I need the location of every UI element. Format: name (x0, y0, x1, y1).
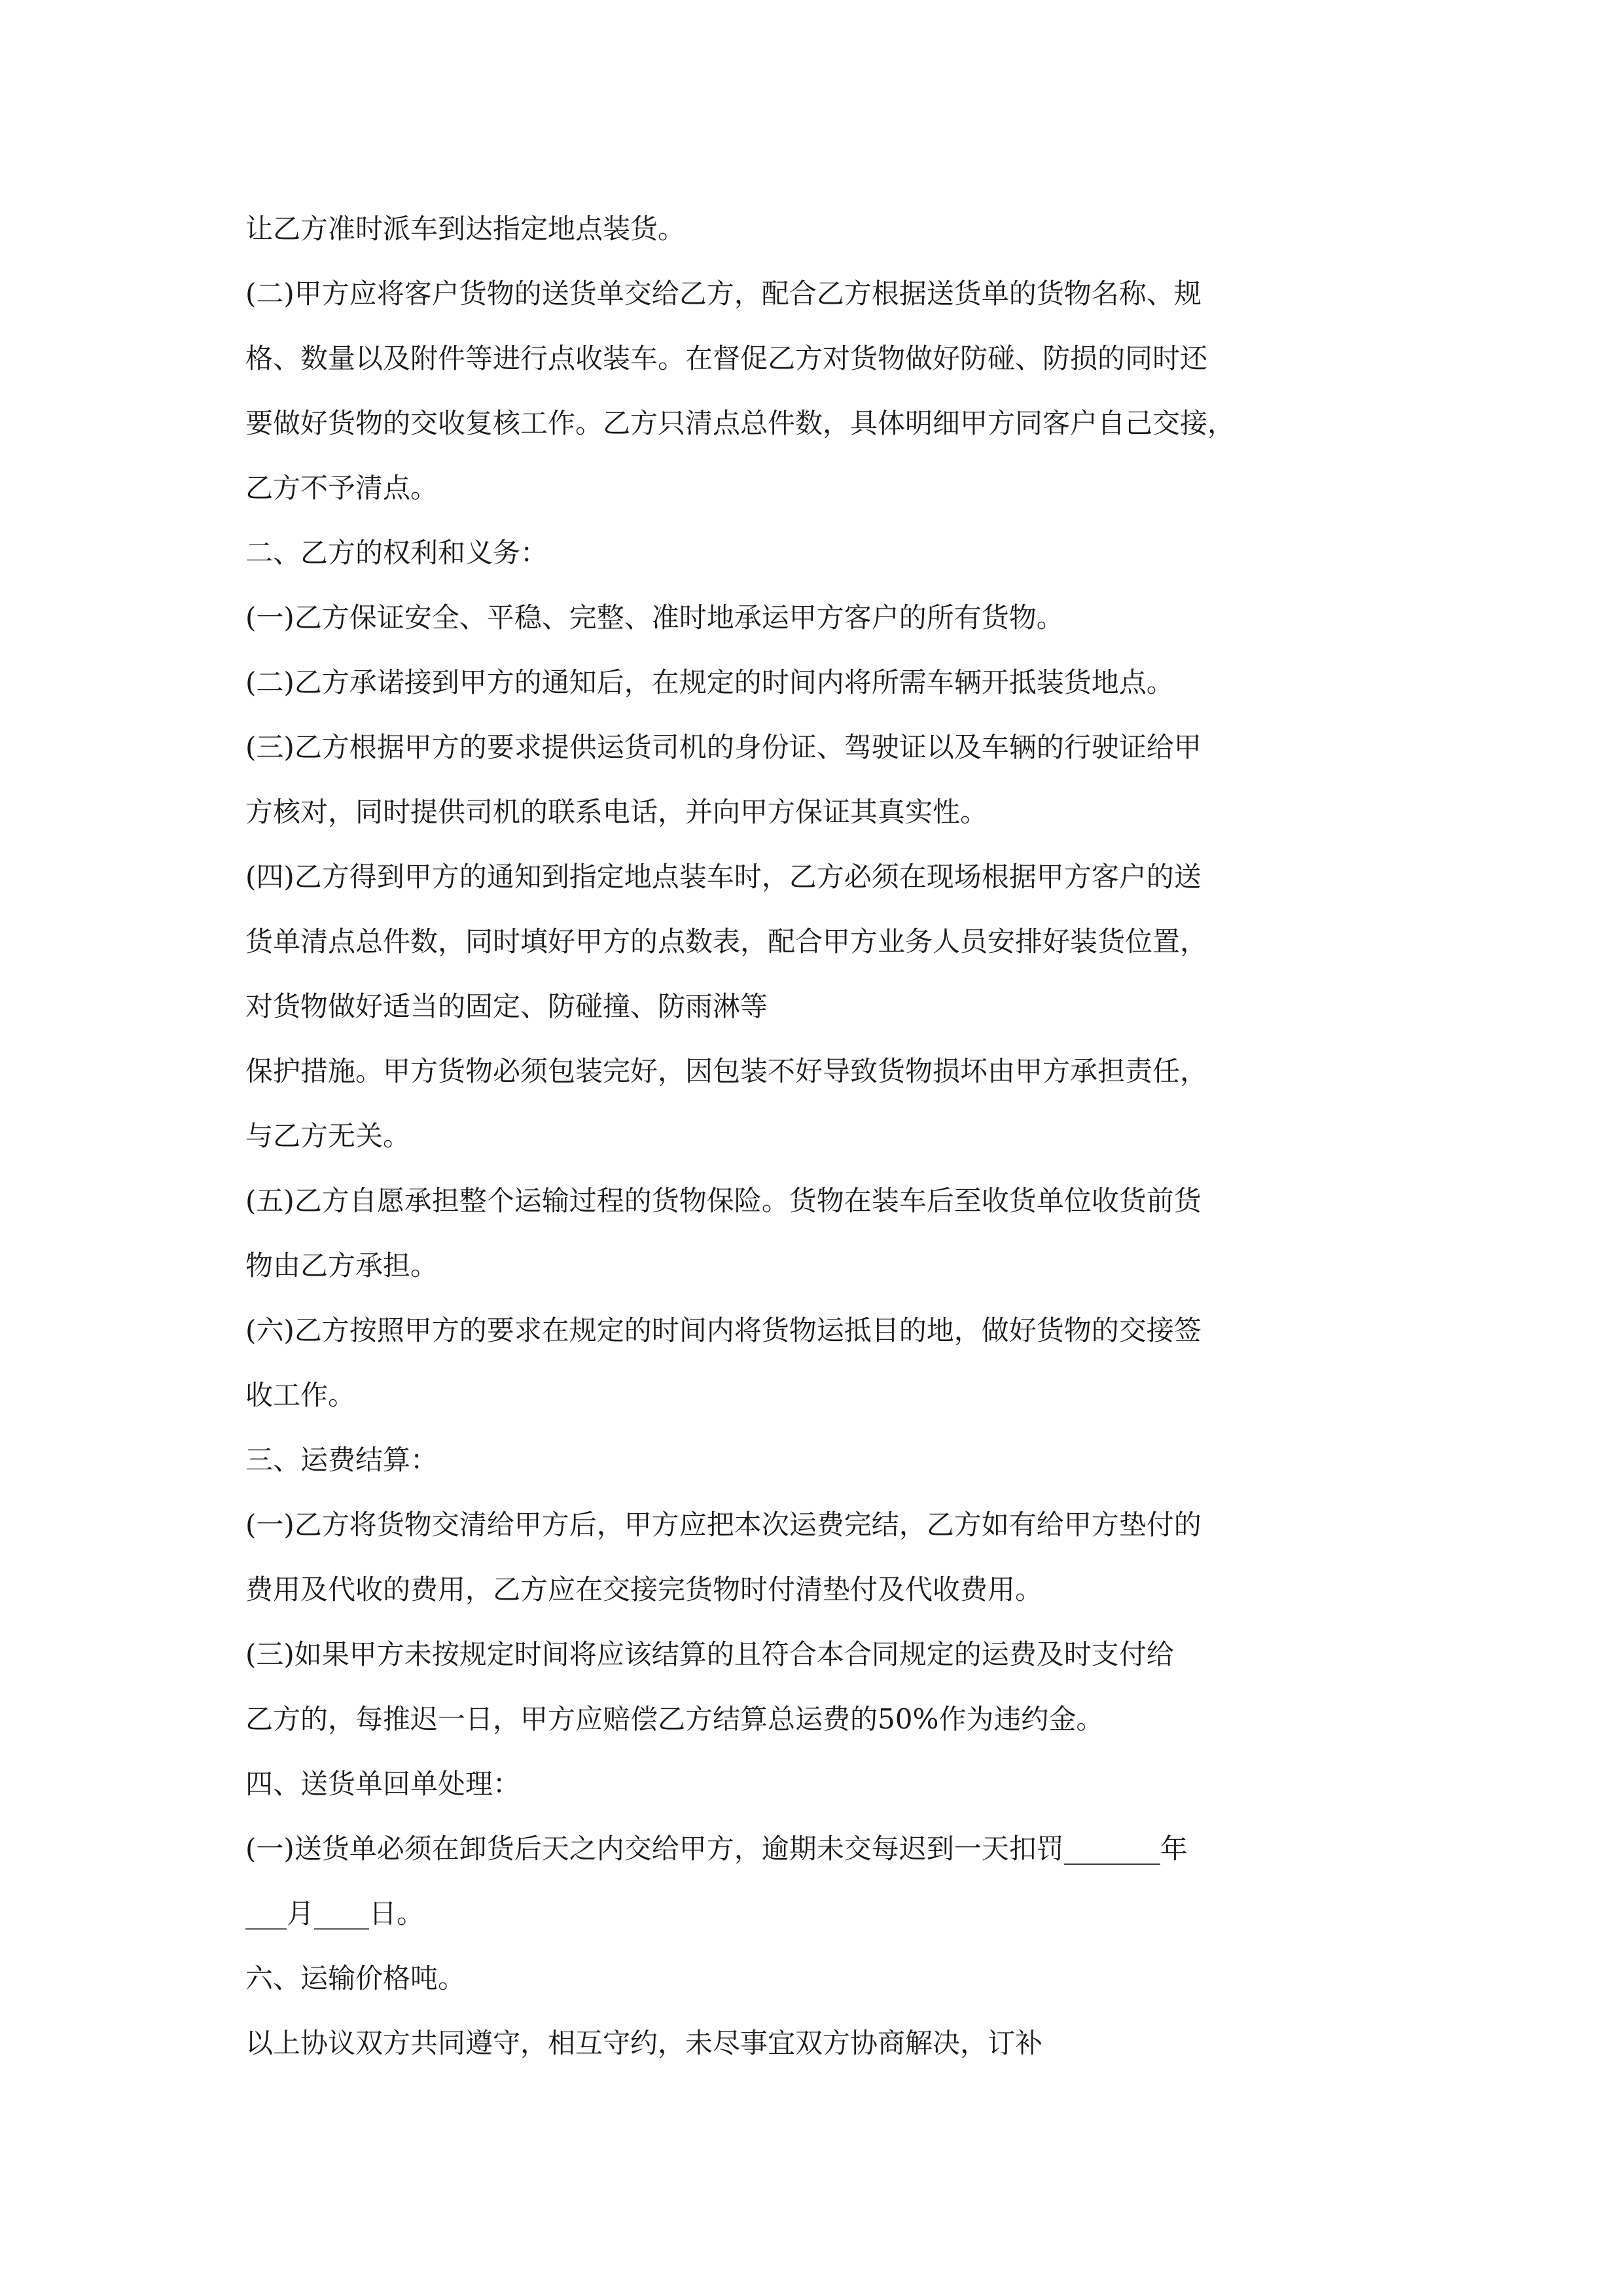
text-line: 让乙方准时派车到达指定地点装货。 (245, 213, 686, 245)
text-line: (四)乙方得到甲方的通知到指定地点装车时，乙方必须在现场根据甲方客户的送 (245, 861, 1202, 893)
section-heading: 二、乙方的权利和义务： (245, 537, 548, 569)
text-line: (五)乙方自愿承担整个运输过程的货物保险。货物在装车后至收货单位收货前货 (245, 1185, 1202, 1217)
text-line: (三)乙方根据甲方的要求提供运货司机的身份证、驾驶证以及车辆的行驶证给甲 (245, 731, 1202, 763)
text-line: ___月____日。 (245, 1897, 425, 1929)
text-line: 收工作。 (245, 1379, 356, 1411)
text-line: (三)如果甲方未按规定时间将应该结算的且符合本合同规定的运费及时支付给 (245, 1638, 1174, 1670)
text-line: 乙方不予清点。 (245, 472, 438, 504)
text-line: (二)乙方承诺接到甲方的通知后，在规定的时间内将所需车辆开抵装货地点。 (245, 666, 1174, 698)
text-line: 保护措施。甲方货物必须包装完好，因包装不好导致货物损坏由甲方承担责任， (245, 1055, 1208, 1087)
document-body (245, 196, 1384, 2075)
text-line: 货单清点总件数，同时填好甲方的点数表，配合甲方业务人员安排好装货位置， (245, 925, 1208, 958)
text-line: (六)乙方按照甲方的要求在规定的时间内将货物运抵目的地，做好货物的交接签 (245, 1314, 1202, 1346)
text-line: (一)送货单必须在卸货后天之内交给甲方，逾期未交每迟到一天扣罚_______年 (245, 1833, 1188, 1865)
section-heading: 三、运费结算： (245, 1444, 438, 1476)
section-heading: 六、运输价格吨。 (245, 1962, 466, 1994)
text-line: 以上协议双方共同遵守，相互守约，未尽事宜双方协商解决，订补 (245, 2027, 1043, 2059)
text-line: 方核对，同时提供司机的联系电话，并向甲方保证其真实性。 (245, 796, 988, 828)
text-line: 要做好货物的交收复核工作。乙方只清点总件数，具体明细甲方同客户自己交接， (245, 407, 1236, 439)
text-line: 费用及代收的费用，乙方应在交接完货物时付清垫付及代收费用。 (245, 1573, 1043, 1605)
text-line: (一)乙方将货物交清给甲方后，甲方应把本次运费完结，乙方如有给甲方垫付的 (245, 1509, 1202, 1541)
text-line: (二)甲方应将客户货物的送货单交给乙方，配合乙方根据送货单的货物名称、规 (245, 278, 1202, 310)
text-line: 物由乙方承担。 (245, 1249, 438, 1282)
text-line: (一)乙方保证安全、平稳、完整、准时地承运甲方客户的所有货物。 (245, 601, 1064, 634)
text-line: 对货物做好适当的固定、防碰撞、防雨淋等 (245, 990, 768, 1022)
text-line: 乙方的，每推迟一日，甲方应赔偿乙方结算总运费的50%作为违约金。 (245, 1703, 1104, 1735)
text-line: 与乙方无关。 (245, 1120, 411, 1152)
text-line: 格、数量以及附件等进行点收装车。在督促乙方对货物做好防碰、防损的同时还 (245, 342, 1208, 374)
section-heading: 四、送货单回单处理： (245, 1768, 521, 1800)
